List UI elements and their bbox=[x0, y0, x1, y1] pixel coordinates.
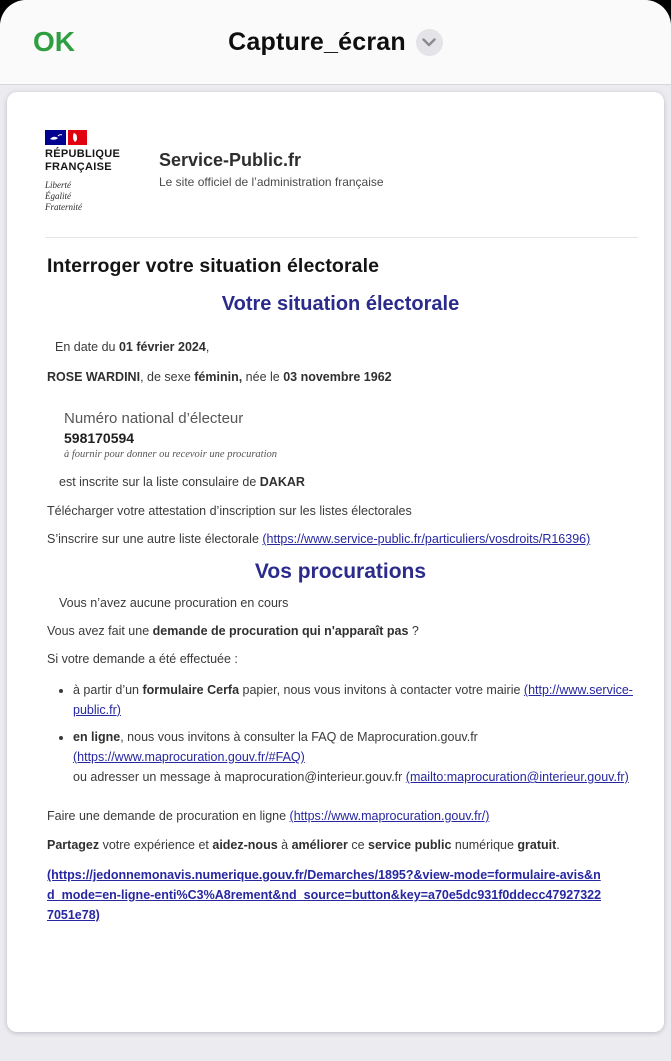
elector-number-label: Numéro national d’électeur bbox=[64, 410, 244, 427]
flag-red-block bbox=[68, 130, 87, 145]
filename-title: Capture_écran bbox=[228, 27, 406, 56]
viewer-canvas bbox=[0, 85, 671, 1061]
maprocuration-link[interactable]: (https://www.maprocuration.gouv.fr/) bbox=[289, 809, 490, 823]
procuration-missing-line: Vous avez fait une demande de procuration qui n'apparaît pas ? bbox=[47, 624, 419, 638]
date-line: En date du 01 février 2024, bbox=[55, 340, 210, 354]
filename-menu-button[interactable] bbox=[416, 29, 443, 56]
site-name: Service-Public.fr bbox=[159, 150, 302, 170]
mailto-link[interactable]: (mailto:maprocuration@interieur.gouv.fr) bbox=[405, 770, 629, 784]
site-identity bbox=[159, 150, 384, 213]
document-page bbox=[7, 92, 664, 1032]
filename-group bbox=[228, 28, 443, 57]
share-experience-line: Partagez votre expérience et aidez-nous à améliorer ce service public numérique gratuit. bbox=[47, 837, 560, 852]
procuration-options-list bbox=[47, 680, 634, 787]
elector-number-note: à fournir pour donner ou recevoir une procuration bbox=[64, 449, 277, 460]
request-online-line: Faire une demande de procuration en ligne (https://www.maprocuration.gouv.fr/) bbox=[47, 809, 490, 823]
elector-number-block bbox=[47, 410, 634, 460]
logo-text: RÉPUBLIQUE FRANÇAISE bbox=[45, 148, 121, 173]
feedback-link-line bbox=[47, 865, 634, 925]
site-header bbox=[45, 130, 638, 238]
marianne-flag-icon bbox=[45, 130, 133, 145]
no-procuration-line: Vous n’avez aucune procuration en cours bbox=[59, 596, 289, 610]
chevron-down-icon bbox=[422, 38, 436, 47]
section-heading-situation: Votre situation électorale bbox=[221, 293, 460, 315]
footer-block bbox=[47, 808, 634, 853]
elector-number-value: 598170594 bbox=[64, 430, 135, 446]
registration-block bbox=[47, 474, 634, 547]
register-other-line: S’inscrire sur une autre liste électorale (https://www.service-public.fr/particuliers/vosdroits/R16396) bbox=[47, 532, 591, 546]
service-public-link[interactable]: (http://www.service-public.fr) bbox=[73, 683, 633, 717]
person-line: ROSE WARDINI, de sexe féminin, née le 03 novembre 1962 bbox=[47, 370, 392, 384]
procurations-block bbox=[47, 596, 634, 668]
ok-button[interactable]: OK bbox=[33, 26, 75, 57]
if-request-line: Si votre demande a été effectuée : bbox=[47, 652, 238, 666]
section-heading-procurations: Vos procurations bbox=[254, 559, 427, 583]
site-tagline: Le site officiel de l’administration française bbox=[159, 175, 384, 189]
download-attestation-line: Télécharger votre attestation d’inscription sur les listes électorales bbox=[47, 503, 412, 518]
logo-motto: Liberté Égalité Fraternité bbox=[45, 180, 82, 212]
viewer-topbar bbox=[0, 0, 671, 85]
list-item-cerfa: • à partir d’un formulaire Cerfa papier, nous vous invitons à contacter votre mairie (http://www.service-public.fr) bbox=[73, 680, 634, 720]
republique-francaise-logo bbox=[45, 130, 133, 213]
list-item-en-ligne: • en ligne, nous vous invitons à consulter la FAQ de Maprocuration.gouv.fr (https://www.maprocuration.gouv.fr/#FAQ) ou adresser un message à maprocuration@interieur.gouv.fr (mailto:maprocuration@interieur.gouv.fr) bbox=[73, 727, 634, 787]
registered-line: est inscrite sur la liste consulaire de DAKAR bbox=[59, 475, 305, 489]
register-other-link[interactable]: (https://www.service-public.fr/particuliers/vosdroits/R16396) bbox=[262, 532, 591, 546]
document-content bbox=[7, 255, 664, 925]
maprocuration-faq-link[interactable]: (https://www.maprocuration.gouv.fr/#FAQ) bbox=[73, 750, 305, 764]
jedonnemonavis-link[interactable]: (https://jedonnemonavis.numerique.gouv.fr/Demarches/1895?&view-mode=formulaire-avis&nd_mode=en-ligne-enti%C3%A8rement&nd_source=button&key=a70e5dc931f0ddecc479273227051e78) bbox=[47, 868, 602, 922]
flag-blue-block bbox=[45, 130, 66, 145]
page-title: Interroger votre situation électorale bbox=[47, 255, 380, 277]
